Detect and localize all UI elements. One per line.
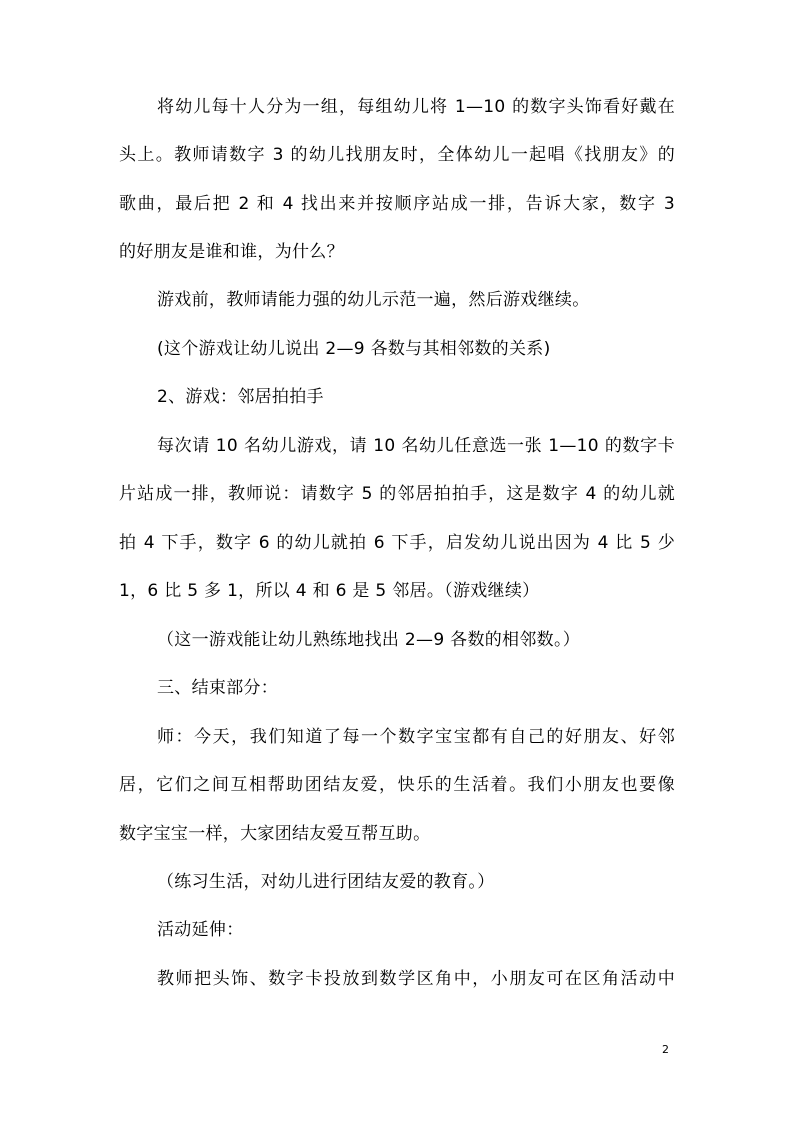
paragraph-line: 每次请 10 名幼儿游戏，请 10 名幼儿任意选一张 1—10 的数字卡: [157, 436, 675, 456]
paragraph-line: 数字宝宝一样，大家团结友爱互帮互助。: [119, 824, 431, 844]
paragraph-line: 将幼儿每十人分为一组，每组幼儿将 1—10 的数字头饰看好戴在: [157, 97, 675, 117]
paragraph-line: 游戏前，教师请能力强的幼儿示范一遍，然后游戏继续。: [157, 290, 590, 310]
paragraph-line: 师：今天，我们知道了每一个数字宝宝都有自己的好朋友、好邻: [157, 727, 675, 747]
paragraph-line: (这个游戏让幼儿说出 2—9 各数与其相邻数的关系): [157, 339, 551, 359]
paragraph-line: 头上。教师请数字 3 的幼儿找朋友时，全体幼儿一起唱《找朋友》的: [119, 145, 675, 165]
section-heading: 2、游戏：邻居拍拍手: [157, 387, 324, 407]
paragraph-line: （练习生活，对幼儿进行团结友爱的教育。）: [157, 872, 495, 892]
paragraph-line: 的好朋友是谁和谁，为什么？: [119, 242, 344, 262]
paragraph-line: 歌曲，最后把 2 和 4 找出来并按顺序站成一排，告诉大家，数字 3: [119, 194, 675, 214]
paragraph-line: （这一游戏能让幼儿熟练地找出 2—9 各数的相邻数。）: [157, 630, 581, 650]
section-heading: 活动延伸：: [157, 920, 244, 940]
paragraph-line: 教师把头饰、数字卡投放到数学区角中，小朋友可在区角活动中: [157, 969, 675, 989]
paragraph-line: 1，6 比 5 多 1，所以 4 和 6 是 5 邻居。（游戏继续）: [119, 581, 540, 601]
page-number: 2: [662, 1043, 669, 1056]
paragraph-line: 居，它们之间互相帮助团结友爱，快乐的生活着。我们小朋友也要像: [119, 775, 675, 795]
section-heading: 三、结束部分：: [157, 678, 279, 698]
paragraph-line: 片站成一排，教师说：请数字 5 的邻居拍拍手，这是数字 4 的幼儿就: [119, 484, 675, 504]
paragraph-line: 拍 4 下手，数字 6 的幼儿就拍 6 下手，启发幼儿说出因为 4 比 5 少: [119, 533, 675, 553]
